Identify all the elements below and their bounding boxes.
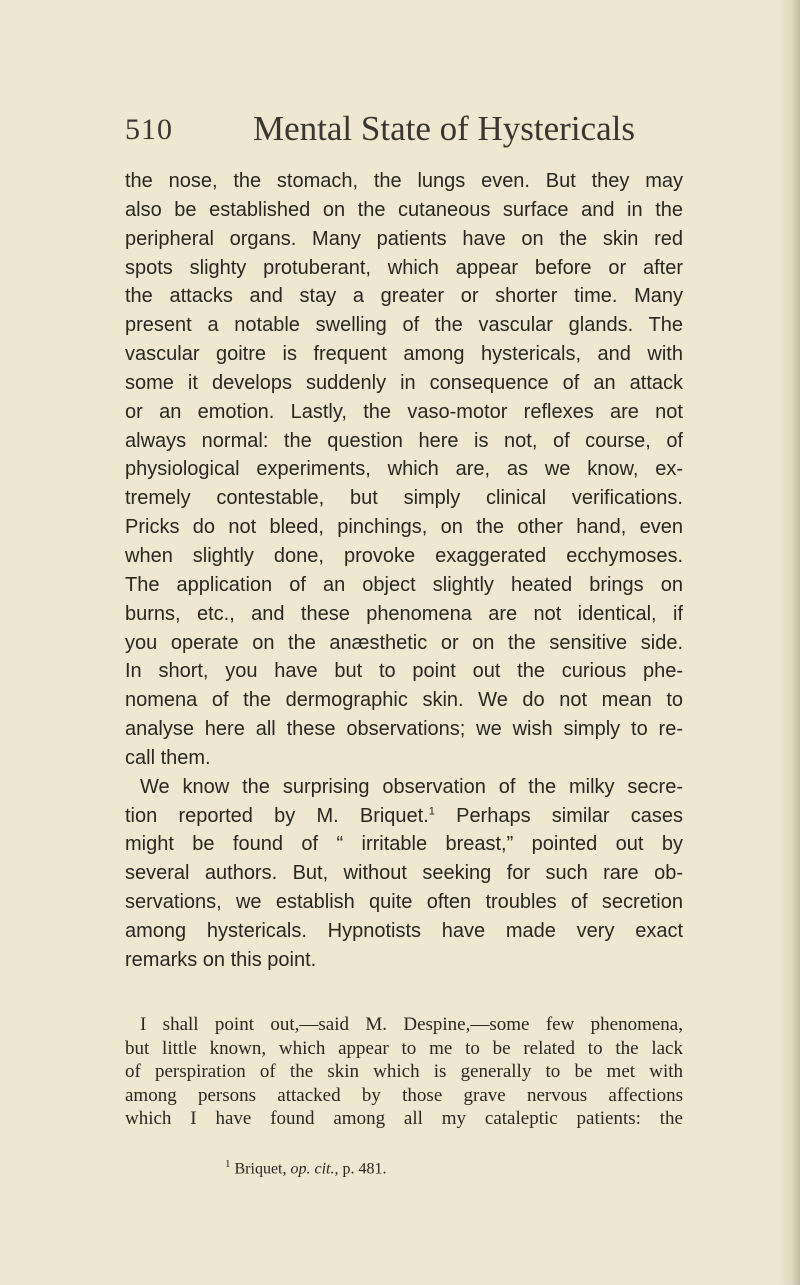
- text-line: when slightly done, provoke exaggerated ecchymoses.: [125, 544, 683, 567]
- text-line-with-footnote-ref: [125, 802, 683, 831]
- page-number: 510: [125, 113, 173, 146]
- text-line: remarks on this point.: [125, 948, 317, 971]
- running-title: Mental State of Hystericals: [253, 109, 635, 148]
- text-line: In short, you have but to point out the curious phe-: [125, 660, 683, 683]
- quote-line: of perspiration of the skin which is generally to be met with: [125, 1061, 683, 1082]
- text-line: you operate on the anæsthetic or on the sensitive side.: [125, 631, 683, 654]
- text-line: several authors. But, without seeking for such rare ob-: [125, 862, 683, 885]
- text-line: spots slighty protuberant, which appear before or after: [125, 256, 683, 279]
- text-line: servations, we establish quite often troubles of secretion: [125, 891, 683, 914]
- text-line: call them.: [125, 746, 211, 769]
- text-fragment: Perhaps similar cases: [434, 804, 683, 827]
- text-fragment: tion reported by M. Briquet.: [125, 804, 429, 827]
- body-text: [125, 167, 683, 975]
- text-line: always normal: the question here is not, of course, of: [125, 429, 683, 452]
- block-quote: [125, 1013, 683, 1131]
- footnote-text: Briquet,: [230, 1160, 291, 1178]
- text-line: might be found of “ irritable breast,” pointed out by: [125, 833, 683, 856]
- quote-line: which I have found among all my cataleptic patients: the: [125, 1108, 683, 1129]
- text-line: or an emotion. Lastly, the vaso-motor reflexes are not: [125, 400, 683, 423]
- footnote-italic: op. cit.: [290, 1160, 335, 1178]
- footnote: [225, 1158, 625, 1178]
- text-line: vascular goitre is frequent among hystericals, and with: [125, 343, 683, 366]
- quote-line: I shall point out,—said M. Despine,—some few phenomena,: [140, 1014, 683, 1035]
- footnote-text: , p. 481.: [334, 1160, 387, 1178]
- text-line: tremely contestable, but simply clinical verifications.: [125, 487, 683, 510]
- text-line: burns, etc., and these phenomena are not identical, if: [125, 602, 683, 625]
- text-line: We know the surprising observation of the milky secre-: [140, 775, 683, 798]
- text-line: The application of an object slightly heated brings on: [125, 573, 683, 596]
- page-header: [125, 105, 685, 155]
- text-line: analyse here all these observations; we wish simply to re-: [125, 718, 683, 741]
- text-line: among hystericals. Hypnotists have made very exact: [125, 919, 683, 942]
- text-line: the nose, the stomach, the lungs even. But they may: [125, 170, 683, 192]
- quote-line: but little known, which appear to me to be related to the lack: [125, 1037, 683, 1059]
- footnote-mark: 1: [225, 1158, 231, 1170]
- text-line: the attacks and stay a greater or shorter time. Many: [125, 285, 683, 308]
- text-line: Pricks do not bleed, pinchings, on the other hand, even: [125, 516, 683, 539]
- text-line: present a notable swelling of the vascular glands. The: [125, 314, 683, 337]
- text-line: also be established on the cutaneous surface and in the: [125, 198, 683, 221]
- text-line: physiological experiments, which are, as we know, ex-: [125, 458, 683, 481]
- text-line: nomena of the dermographic skin. We do not mean to: [125, 689, 683, 712]
- page-edge-shadow: [778, 0, 800, 1285]
- text-line: peripheral organs. Many patients have on the skin red: [125, 227, 683, 250]
- footnote-ref: 1: [428, 804, 435, 817]
- text-line: some it develops suddenly in consequence of an attack: [125, 371, 683, 394]
- quote-line: among persons attacked by those grave nervous affections: [125, 1084, 683, 1106]
